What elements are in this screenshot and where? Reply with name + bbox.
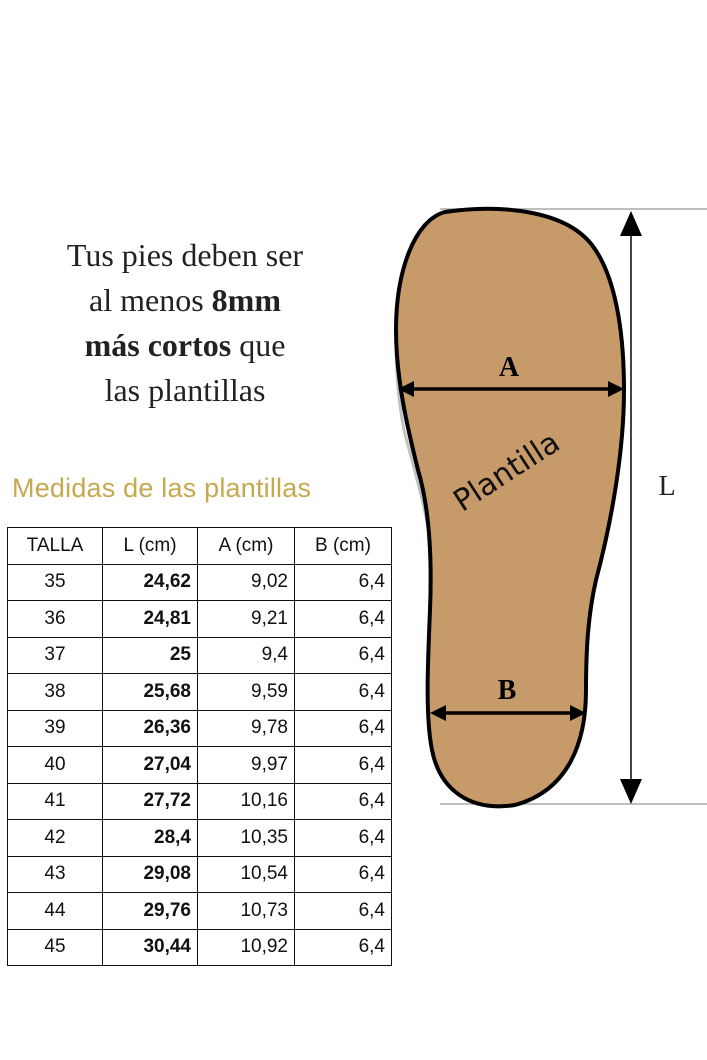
cell-l: 29,08 <box>103 856 198 893</box>
label-a: A <box>498 352 520 383</box>
cell-l: 30,44 <box>103 929 198 966</box>
intro-line-4: las plantillas <box>104 372 266 408</box>
cell-b: 6,4 <box>295 747 392 784</box>
cell-l: 25 <box>103 637 198 674</box>
cell-a: 10,16 <box>198 783 295 820</box>
intro-min-length: 8mm <box>211 282 281 318</box>
cell-b: 6,4 <box>295 601 392 638</box>
cell-a: 9,02 <box>198 564 295 601</box>
cell-talla: 35 <box>8 564 103 601</box>
cell-l: 24,81 <box>103 601 198 638</box>
cell-talla: 43 <box>8 856 103 893</box>
cell-talla: 39 <box>8 710 103 747</box>
insole-label: Plantilla <box>447 424 567 520</box>
cell-b: 6,4 <box>295 674 392 711</box>
cell-l: 24,62 <box>103 564 198 601</box>
cell-b: 6,4 <box>295 929 392 966</box>
cell-a: 9,59 <box>198 674 295 711</box>
cell-l: 28,4 <box>103 820 198 857</box>
header-l: L (cm) <box>103 528 198 565</box>
cell-l: 25,68 <box>103 674 198 711</box>
intro-line-1: Tus pies deben ser <box>66 237 304 273</box>
cell-b: 6,4 <box>295 893 392 930</box>
cell-talla: 42 <box>8 820 103 857</box>
intro-shorter-text: más cortos <box>84 327 232 363</box>
cell-a: 9,78 <box>198 710 295 747</box>
table-title: Medidas de las plantillas <box>12 473 312 503</box>
intro-line-3-suffix: que <box>231 327 286 363</box>
label-l: L <box>658 471 676 502</box>
cell-a: 9,4 <box>198 637 295 674</box>
header-a: A (cm) <box>198 528 295 565</box>
cell-l: 29,76 <box>103 893 198 930</box>
cell-b: 6,4 <box>295 637 392 674</box>
cell-talla: 37 <box>8 637 103 674</box>
length-l-arrow <box>620 211 642 804</box>
cell-l: 27,72 <box>103 783 198 820</box>
cell-b: 6,4 <box>295 856 392 893</box>
cell-talla: 38 <box>8 674 103 711</box>
cell-a: 9,97 <box>198 747 295 784</box>
cell-a: 10,35 <box>198 820 295 857</box>
cell-talla: 40 <box>8 747 103 784</box>
cell-l: 26,36 <box>103 710 198 747</box>
cell-b: 6,4 <box>295 820 392 857</box>
intro-line-2-prefix: al menos <box>89 282 212 318</box>
cell-talla: 45 <box>8 929 103 966</box>
header-b: B (cm) <box>295 528 392 565</box>
cell-a: 10,54 <box>198 856 295 893</box>
cell-a: 10,73 <box>198 893 295 930</box>
header-talla: TALLA <box>8 528 103 565</box>
cell-a: 10,92 <box>198 929 295 966</box>
cell-b: 6,4 <box>295 564 392 601</box>
insole-shape <box>396 209 624 806</box>
cell-b: 6,4 <box>295 783 392 820</box>
cell-a: 9,21 <box>198 601 295 638</box>
cell-b: 6,4 <box>295 710 392 747</box>
cell-talla: 36 <box>8 601 103 638</box>
cell-l: 27,04 <box>103 747 198 784</box>
cell-talla: 41 <box>8 783 103 820</box>
cell-talla: 44 <box>8 893 103 930</box>
label-b: B <box>497 675 517 706</box>
